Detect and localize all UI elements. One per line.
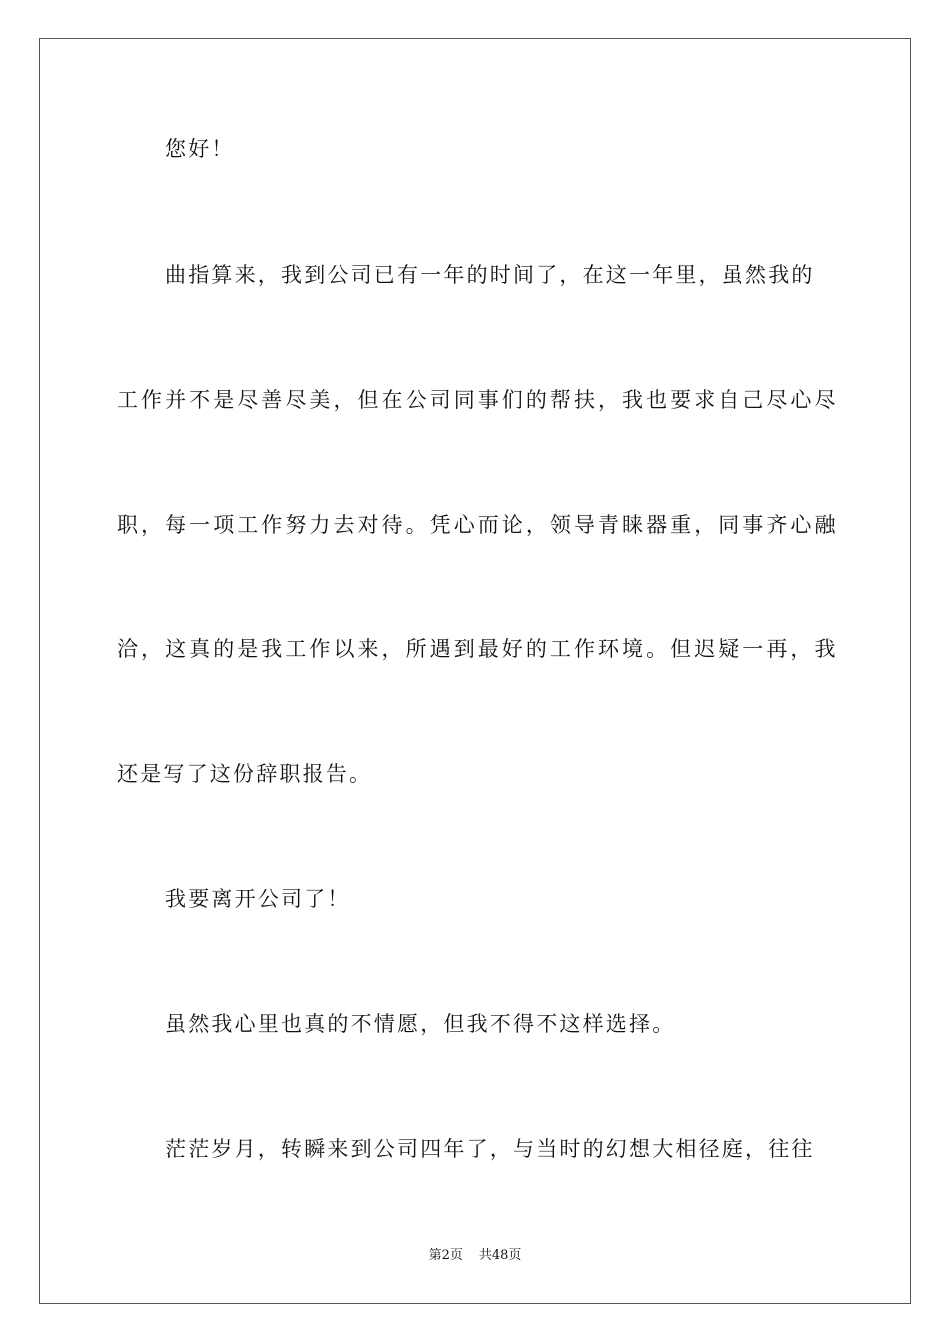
body-line-7: 虽然我心里也真的不情愿，但我不得不这样选择。 <box>165 1012 676 1036</box>
body-line-1: 曲指算来，我到公司已有一年的时间了，在这一年里，虽然我的 <box>165 263 815 287</box>
body-line-6: 我要离开公司了！ <box>165 887 351 911</box>
greeting-line: 您好！ <box>165 137 235 161</box>
body-line-5: 还是写了这份辞职报告。 <box>117 762 373 786</box>
page-number: 第2页 <box>428 1248 463 1263</box>
body-line-3: 职，每一项工作努力去对待。凭心而论，领导青睐器重，同事齐心融 <box>117 513 839 537</box>
page-frame <box>39 38 911 1304</box>
body-line-2: 工作并不是尽善尽美，但在公司同事们的帮扶，我也要求自己尽心尽 <box>117 388 839 412</box>
total-pages: 共48页 <box>478 1248 522 1263</box>
body-line-8: 茫茫岁月，转瞬来到公司四年了，与当时的幻想大相径庭，往往 <box>165 1137 815 1161</box>
body-line-4: 洽，这真的是我工作以来，所遇到最好的工作环境。但迟疑一再，我 <box>117 637 839 661</box>
page-footer <box>0 1248 950 1264</box>
